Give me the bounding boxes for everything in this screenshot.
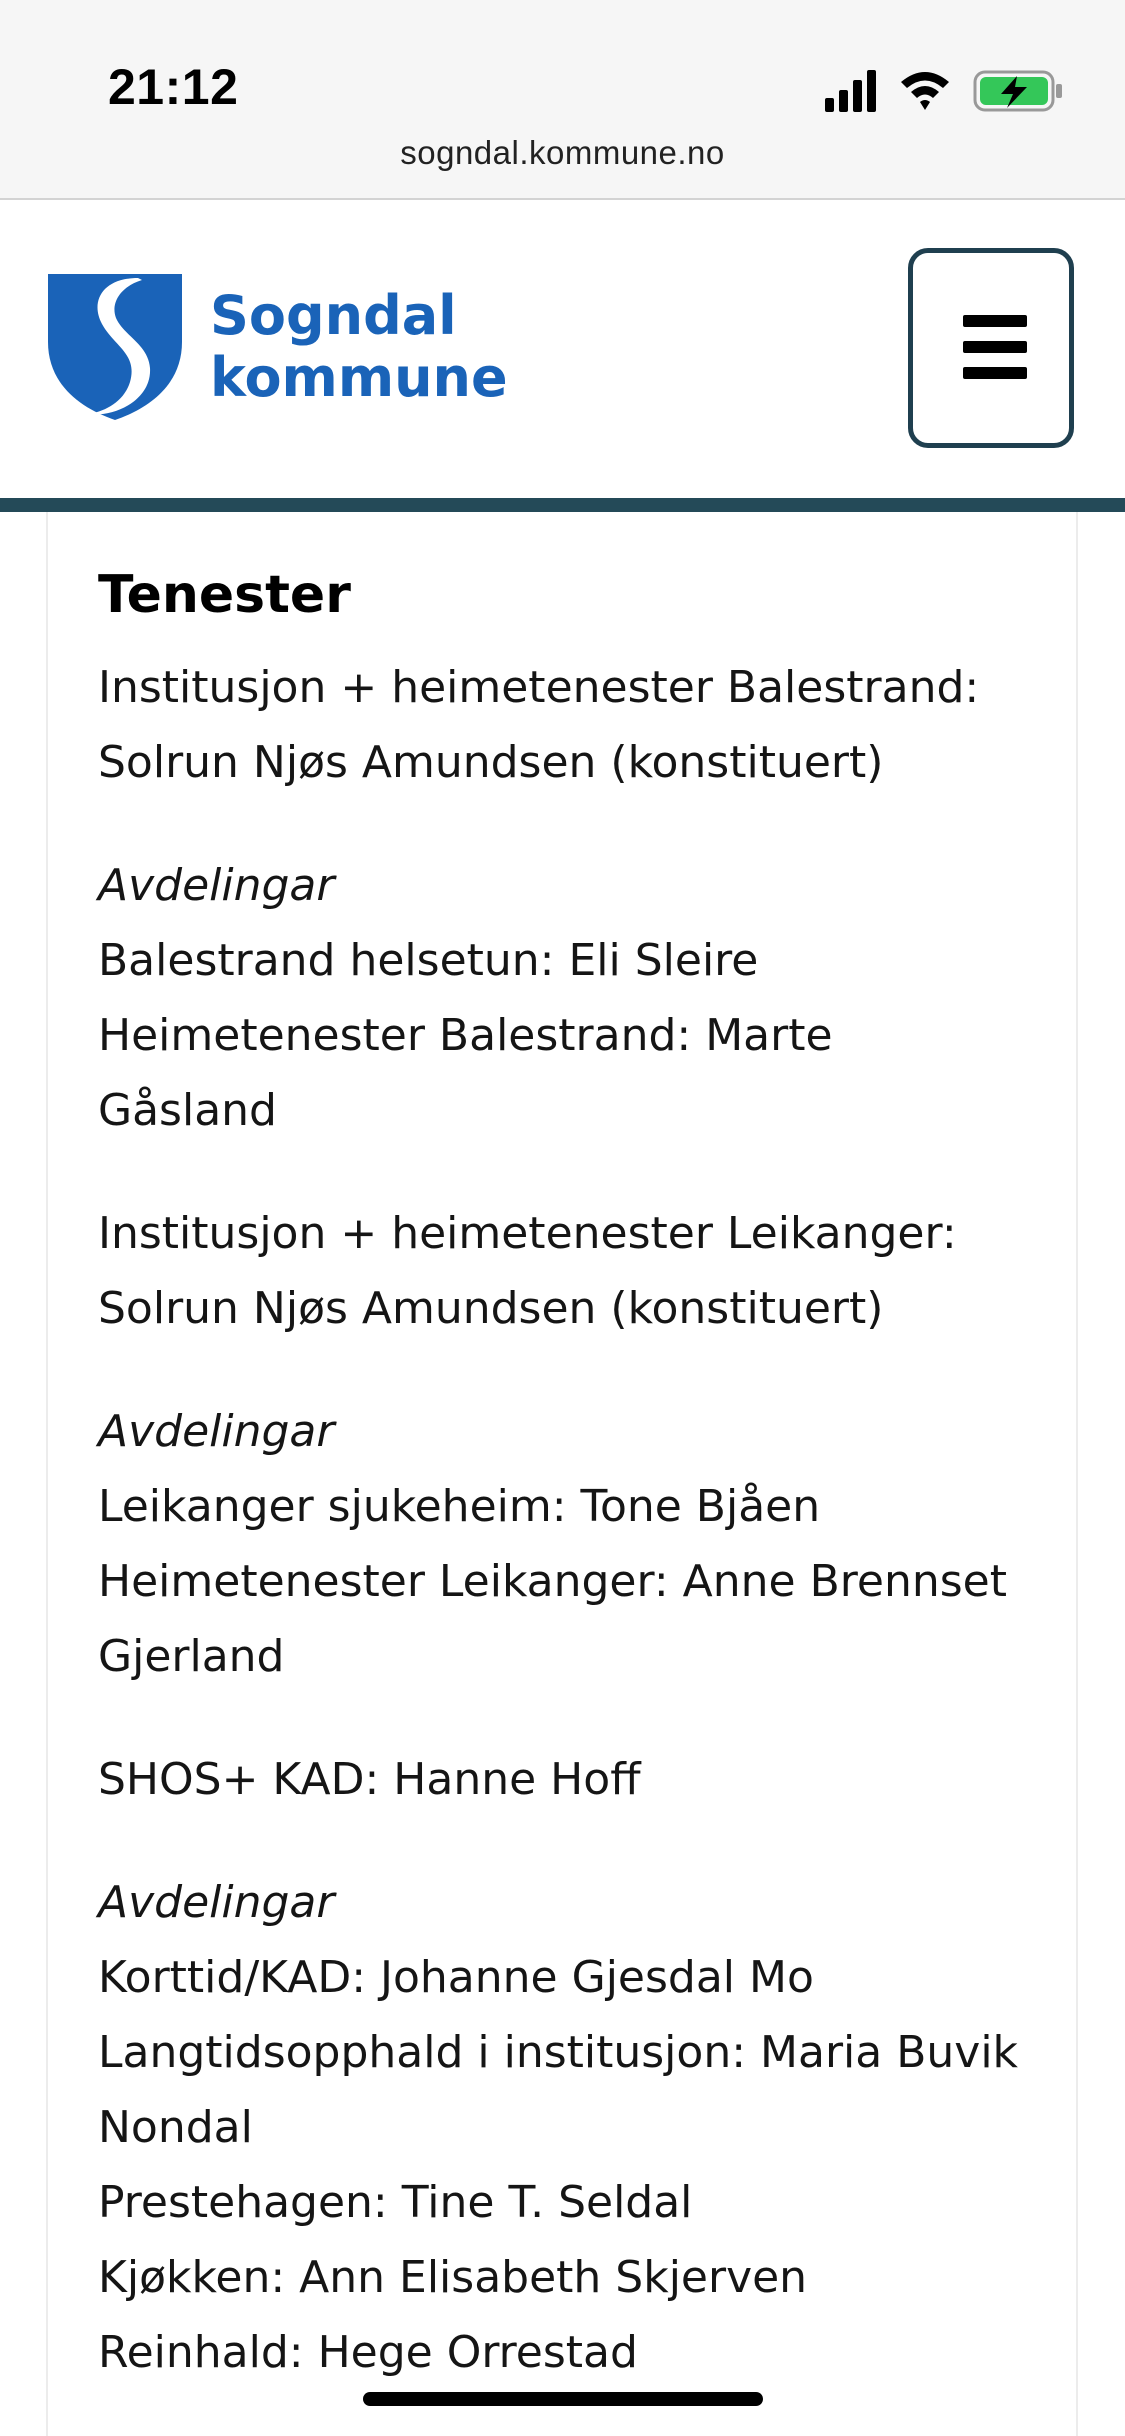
text-line: Langtidsopphald i institusjon: Maria Buvik <box>98 2027 1019 2078</box>
subheading: Avdelingar <box>98 1406 335 1457</box>
coat-of-arms-icon <box>46 272 184 422</box>
text-line: Heimetenester Leikanger: Anne Brennset <box>98 1556 1007 1607</box>
content-inner <box>98 562 1058 2390</box>
text-line: Kjøkken: Ann Elisabeth Skjerven <box>98 2252 808 2303</box>
paragraph-shos-departments <box>98 1865 1058 2390</box>
text-line: Prestehagen: Tine T. Seldal <box>98 2177 693 2228</box>
battery-charging-icon <box>975 72 1062 110</box>
header-divider <box>0 498 1125 512</box>
subheading: Avdelingar <box>98 1877 335 1928</box>
content-card <box>46 512 1078 2436</box>
status-icons <box>825 66 1065 116</box>
text-line: Reinhald: Hege Orrestad <box>98 2327 638 2378</box>
text-line: Institusjon + heimetenester Balestrand: <box>98 662 980 713</box>
section-title: Tenester <box>98 565 351 625</box>
text-line: Solrun Njøs Amundsen (konstituert) <box>98 1283 884 1334</box>
logo-line-1: Sogndal <box>210 284 457 347</box>
paragraph-leikanger-departments <box>98 1394 1058 1694</box>
menu-button[interactable] <box>908 248 1074 448</box>
text-line: SHOS+ KAD: Hanne Hoff <box>98 1754 641 1805</box>
paragraph-balestrand-leader <box>98 650 1058 800</box>
text-line: Institusjon + heimetenester Leikanger: <box>98 1208 957 1259</box>
text-line: Korttid/KAD: Johanne Gjesdal Mo <box>98 1952 814 2003</box>
cellular-signal-icon <box>825 70 876 112</box>
text-line: Gjerland <box>98 1631 285 1682</box>
address-bar[interactable] <box>0 130 1125 200</box>
text-line: Solrun Njøs Amundsen (konstituert) <box>98 737 884 788</box>
site-header <box>0 200 1125 498</box>
text-line: Balestrand helsetun: Eli Sleire <box>98 935 759 986</box>
home-indicator[interactable] <box>363 2392 763 2406</box>
status-bar <box>0 0 1125 130</box>
wifi-icon <box>901 72 949 110</box>
site-logo[interactable] <box>46 272 508 422</box>
text-line: Leikanger sjukeheim: Tone Bjåen <box>98 1481 821 1532</box>
paragraph-leikanger-leader <box>98 1196 1058 1346</box>
logo-line-2: kommune <box>210 346 508 409</box>
text-line: Gåsland <box>98 1085 277 1136</box>
logo-wordmark <box>210 285 508 409</box>
paragraph-balestrand-departments <box>98 848 1058 1148</box>
paragraph-shos-kad <box>98 1742 1058 1817</box>
url-text: sogndal.kommune.no <box>400 134 725 171</box>
text-line: Heimetenester Balestrand: Marte <box>98 1010 833 1061</box>
text-line: Nondal <box>98 2102 253 2153</box>
status-time: 21:12 <box>108 59 239 115</box>
subheading: Avdelingar <box>98 860 335 911</box>
